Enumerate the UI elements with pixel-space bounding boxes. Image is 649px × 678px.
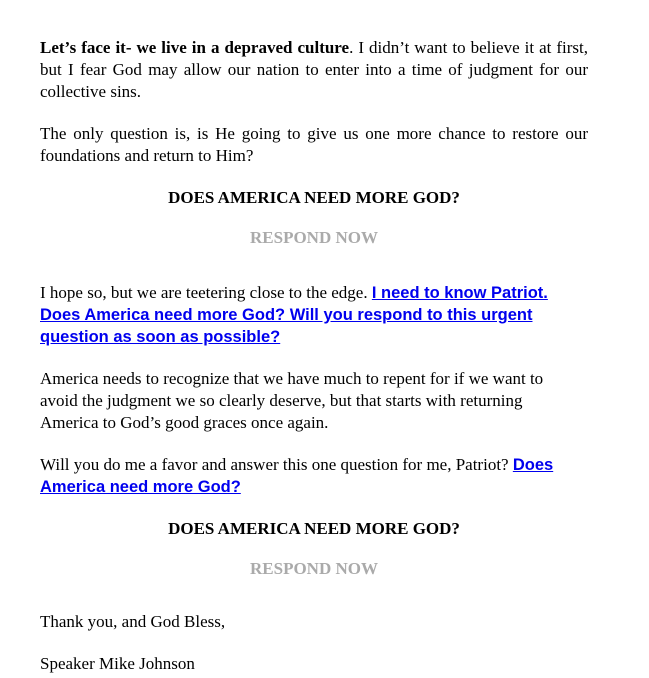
closing-line: Thank you, and God Bless, [40,612,226,631]
question-paragraph: The only question is, is He going to give us one more chance to restore our foundations and return to Him? [40,124,588,165]
intro-paragraph [40,37,588,103]
respond-now-button-1[interactable]: RESPOND NOW [250,228,378,247]
respond-now-button-2[interactable]: RESPOND NOW [250,559,378,578]
respond-link-1[interactable]: I need to know Patriot. Does America need more God? Will you respond to this urgent question as soon as possible? [40,284,548,346]
hope-text: I hope so, but we are teetering close to the edge. [40,283,372,302]
email-body [40,37,588,675]
repent-paragraph: America needs to recognize that we have much to repent for if we want to avoid the judgment we so clearly deserve, but that starts with returning America to God’s good graces once again. [40,369,544,432]
intro-bold-text: Let’s face it- we live in a depraved culture [40,38,350,57]
hope-paragraph [40,282,588,348]
signature: Speaker Mike Johnson [40,654,195,673]
cta-heading-1: DOES AMERICA NEED MORE GOD? [168,188,460,207]
favor-paragraph [40,454,588,498]
favor-text: Will you do me a favor and answer this one question for me, Patriot? [40,455,513,474]
intro-rest-text: . I didn’t want to believe it at first, but I fear God may allow our nation to enter into a time of judgment for our collective sins. [40,38,588,101]
respond-link-2[interactable]: Does America need more God? [40,456,554,496]
cta-heading-2: DOES AMERICA NEED MORE GOD? [168,519,460,538]
